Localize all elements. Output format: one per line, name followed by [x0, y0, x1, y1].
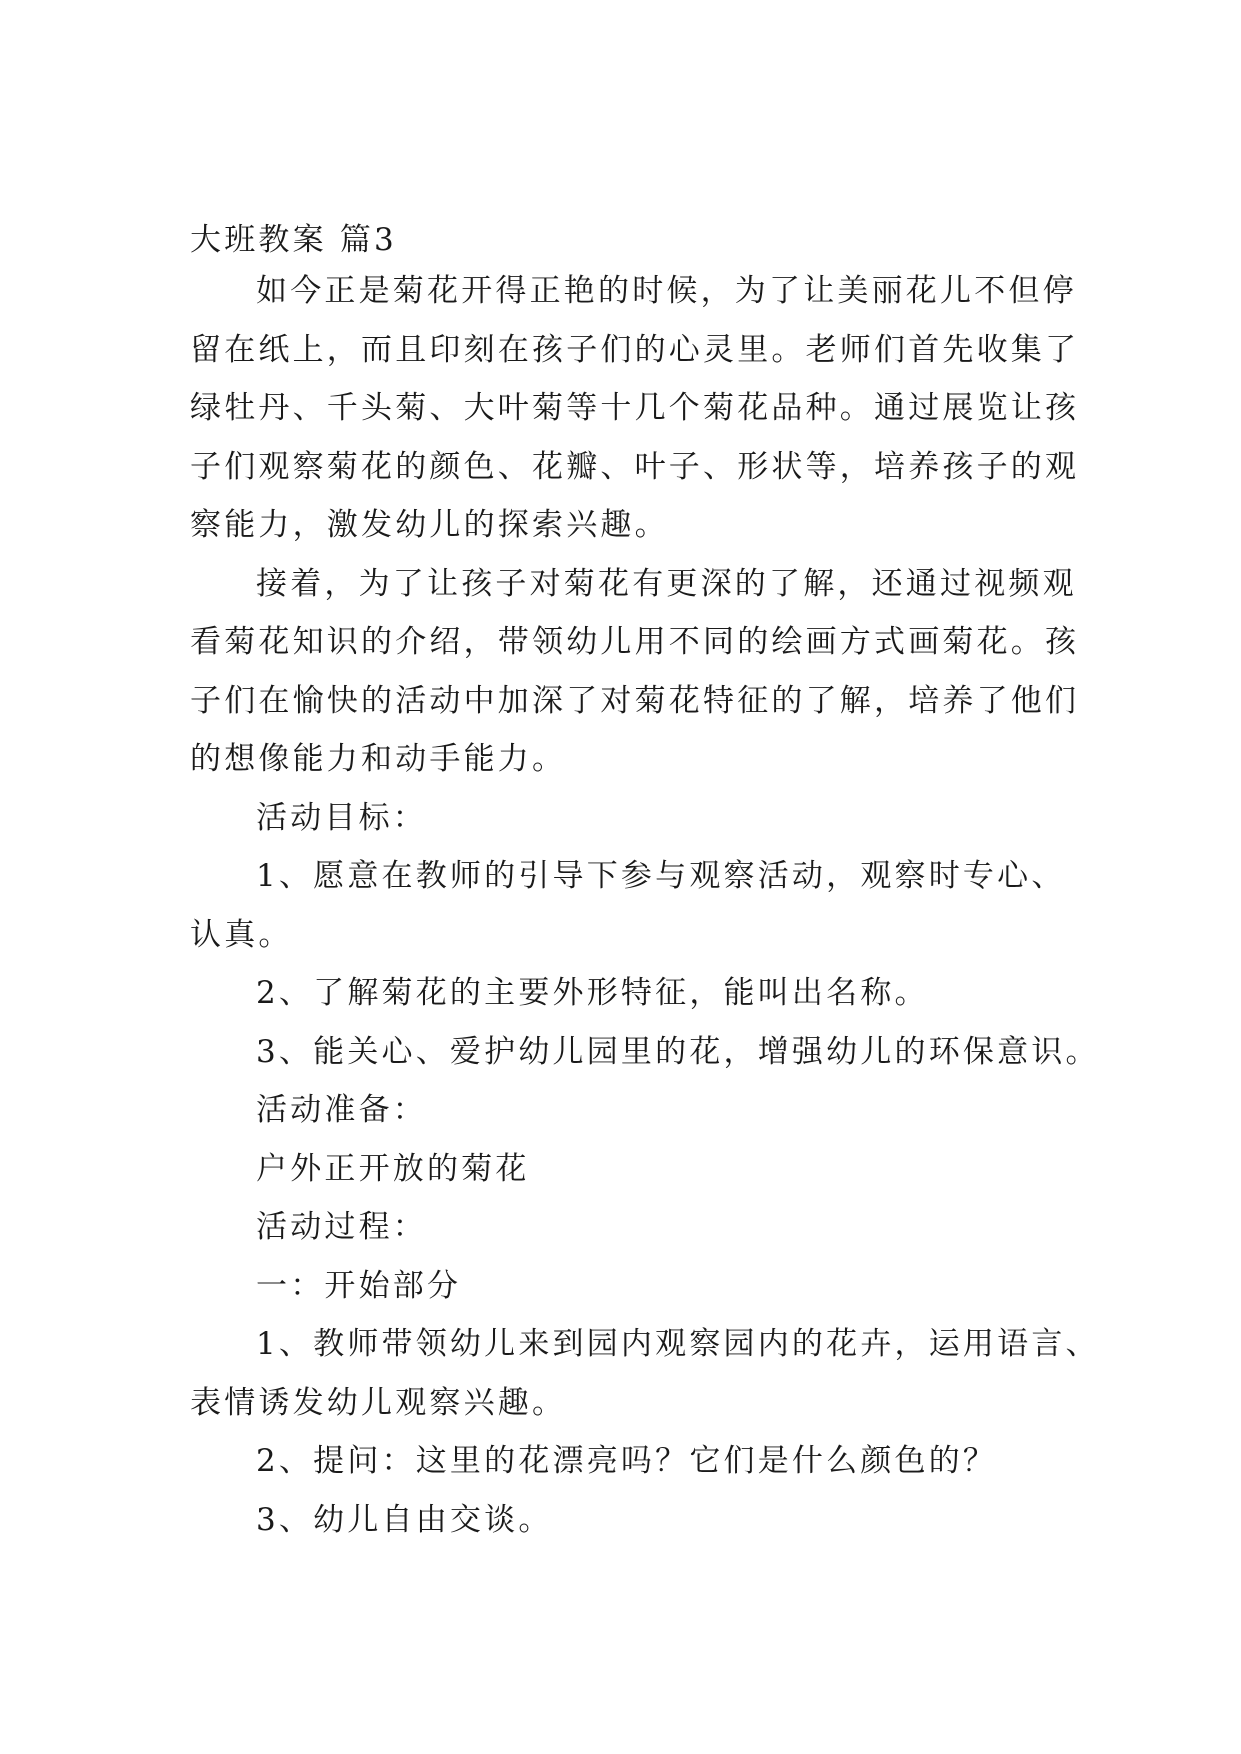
text-line: 子们在愉快的活动中加深了对菊花特征的了解，培养了他们 — [190, 682, 1080, 719]
paragraph-lines — [190, 262, 1100, 1549]
text-line: 活动准备： — [256, 1092, 427, 1128]
text-line: 留在纸上，而且印刻在孩子们的心灵里。老师们首先收集了 — [190, 331, 1080, 368]
text-line: 子们观察菊花的颜色、花瓣、叶子、形状等，培养孩子的观 — [190, 448, 1080, 485]
text-line: 2、提问：这里的花漂亮吗？它们是什么颜色的？ — [256, 1443, 998, 1479]
text-line: 表情诱发幼儿观察兴趣。 — [190, 1384, 567, 1421]
text-line: 认真。 — [190, 916, 293, 953]
text-line: 的想像能力和动手能力。 — [190, 741, 567, 777]
text-line: 户外正开放的菊花 — [256, 1150, 530, 1187]
text-line: 2、了解菊花的主要外形特征，能叫出名称。 — [256, 975, 929, 1011]
text-line: 3、能关心、爱护幼儿园里的花，增强幼儿的环保意识。 — [256, 1033, 1100, 1070]
text-line: 看菊花知识的介绍，带领幼儿用不同的绘画方式画菊花。孩 — [190, 624, 1080, 660]
text-line: 活动目标： — [256, 799, 427, 836]
text-line: 一：开始部分 — [256, 1267, 462, 1304]
text-line: 3、幼儿自由交谈。 — [256, 1501, 553, 1538]
text-line: 绿牡丹、千头菊、大叶菊等十几个菊花品种。通过展览让孩 — [190, 390, 1080, 426]
text-line: 1、教师带领幼儿来到园内观察园内的花卉，运用语言、 — [256, 1326, 1100, 1362]
text-line: 察能力，激发幼儿的探索兴趣。 — [190, 507, 669, 543]
text-line: 1、愿意在教师的引导下参与观察活动，观察时专心、 — [256, 858, 1066, 894]
document-body — [190, 218, 1100, 1549]
text-line: 接着，为了让孩子对菊花有更深的了解，还通过视频观 — [256, 565, 1077, 602]
text-line: 活动过程： — [256, 1209, 427, 1245]
document-title: 大班教案 篇3 — [190, 222, 397, 258]
text-line: 如今正是菊花开得正艳的时候，为了让美丽花儿不但停 — [256, 273, 1077, 309]
